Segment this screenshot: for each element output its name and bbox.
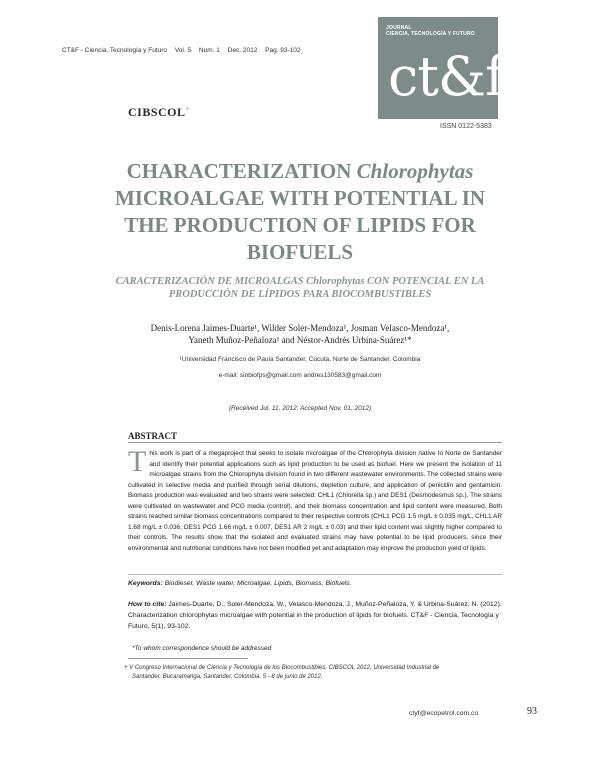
journal-name: CT&F - Ciencia, Tecnología y Futuro xyxy=(62,47,168,54)
section-label: CIBSCOL+ xyxy=(128,105,190,119)
footnote: + V Congreso Internacional de Ciencia y Tecnología de los Biocombustibles, CIBSCOL 2012, Universidad Industrial de Santander, Bucaramanga, Santander, Colombia. 5 - 8 de junio de 2012. xyxy=(124,665,440,680)
correspondence-note: *To whom correspondence should be addressed xyxy=(132,645,272,652)
page-subtitle: CARACTERIZACIÓN DE MICROALGAS Chlorophytas CON POTENCIAL EN LA PRODUCCIÓN DE LÍPIDOS PARA BIOCOMBUSTIBLES xyxy=(115,276,485,300)
contact-email: e-mail: sinbiofps@gmail.com andres130583@gmail.com xyxy=(218,372,382,379)
footer-email: ctyf@ecopetrol.com.co xyxy=(409,710,479,717)
how-to-cite: How to cite: Jaimes-Duarte, D., Soler-Mendoza, W., Velasco-Mendoza, J., Muñoz-Peñaloza, Y. & Urbina-Suárez, N. (2012). Characterization chlorophytas microalgae with potential in the production of lipids for biofuels. CT&F - Ciencia, Tecnología y Futuro, 5(1), 93-102. xyxy=(128,601,502,630)
abstract-heading: ABSTRACT xyxy=(128,431,178,441)
issn: ISSN 0122-5383 xyxy=(440,123,492,130)
keywords: Keywords: Biodiesel, Waste water, Microalgae, Lipids, Biomass, Biofuels. xyxy=(128,580,352,587)
received-dates: (Received Jul. 11, 2012; Accepted Nov. 01, 2012) xyxy=(228,405,372,412)
drop-cap: T xyxy=(128,445,147,478)
abstract-divider xyxy=(128,442,502,443)
number: Num. 1 xyxy=(198,47,220,54)
abstract-body: This work is part of a megaproject that seeks to isolate microalgae of the Chlorophyta division native to Norte de Santander and identify their potential applications such as lipid production to be used as biofuel. Here we present the isolation of 11 microalgae strains from the Chlorophyta division found in two different wastewater environments. The collected strains were cultivated in selective media and purified through serial dilutions, depletion culture, and application of penicillin and gentamicin. Biomass production was evaluated and two strains were selected: CHL1 (Chlorella sp.) and DES1 (Desmodesmus sp.). The strains were cultivated on wastewater and PCG media (control), and their biomass concentration and lipid content were measured. Both strains reached similar biomass concentrations compared to their respective controls (CHL1 PCG 1.5 mg/L ± 0.035 mg/L, CHL1 AR 1.68 mg/L ± 0.036, DES1 PCG 1.66 mg/L ± 0.007, DES1 AR 2 mg/L ± 0.03) and their lipid content was slightly higher compared to their controls. The results show that the isolated and evaluated strains may have potential to be lipid producers, since their environmental and nutritional conditions have not been modified yet and adaptation may improve the production yield of lipids. xyxy=(128,445,502,552)
issue-date: Dec. 2012 xyxy=(227,47,258,54)
page-number: 93 xyxy=(527,706,537,717)
volume: Vol. 5 xyxy=(174,47,192,54)
authors: Denis-Lorena Jaimes-Duarte¹, Wilder Soler-Mendoza¹, Josman Velasco-Mendoza¹, Yaneth Muñoz-Peñaloza¹ and Néstor-Andrés Urbina-Suárez¹* xyxy=(150,323,450,345)
journal-logo xyxy=(378,17,504,119)
logo-subtitle: JOURNAL CIENCIA, TECNOLOGÍA Y FUTURO xyxy=(386,25,475,37)
logo-text: ct&f xyxy=(388,45,504,108)
running-head xyxy=(62,47,307,54)
abstract-end-divider xyxy=(128,574,502,575)
page-range: Pag. 93-102 xyxy=(265,47,301,54)
footnote-divider xyxy=(128,658,248,659)
page-title: CHARACTERIZATION Chlorophytas MICROALGAE WITH POTENTIAL IN THE PRODUCTION OF LIPIDS FOR BIOFUELS xyxy=(114,159,486,264)
affiliation: ¹Universidad Francisco de Paula Santander, Cúcuta, Norte de Santander, Colombia xyxy=(179,356,421,363)
